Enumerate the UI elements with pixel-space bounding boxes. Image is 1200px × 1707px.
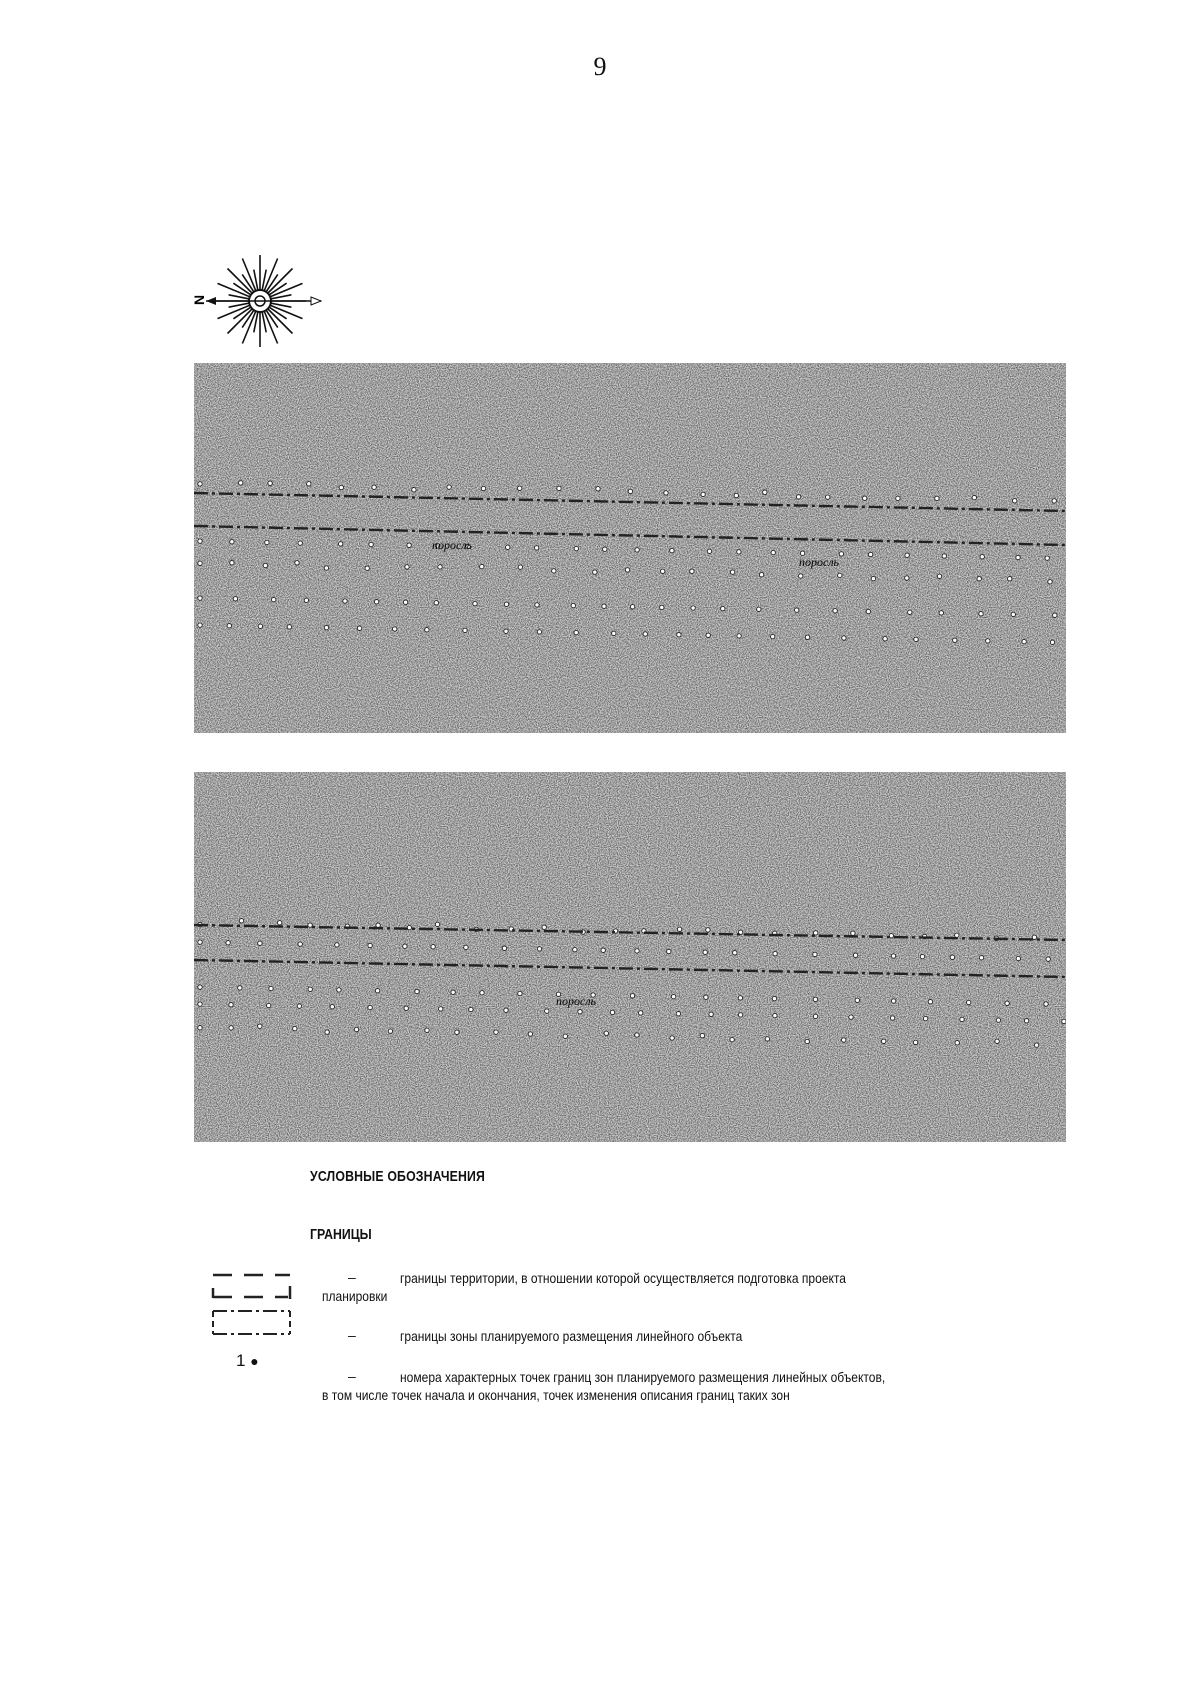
- legend-item-territory-line1: границы территории, в отношении которой осуществляется подготовка проекта: [400, 1270, 847, 1286]
- legend-dash: –: [348, 1269, 356, 1285]
- legend-title: УСЛОВНЫЕ ОБОЗНАЧЕНИЯ: [310, 1168, 486, 1185]
- legend-dash: –: [348, 1368, 356, 1384]
- legend-item-points-line1: номера характерных точек границ зон планируемого размещения линейных объектов,: [400, 1369, 886, 1385]
- point-marker-label: 1: [236, 1351, 246, 1370]
- map-label: поросль: [432, 538, 473, 552]
- legend-dash: –: [348, 1327, 356, 1343]
- legend-item-points-line2: в том числе точек начала и окончания, точек изменения описания границ таких зон: [322, 1387, 790, 1403]
- legend-item-zone-line1: границы зоны планируемого размещения линейного объекта: [400, 1328, 743, 1344]
- point-marker-symbol: [236, 1351, 259, 1371]
- page-number: 9: [593, 52, 607, 81]
- territory-boundary-symbol-icon: [210, 1272, 295, 1307]
- legend-subtitle: ГРАНИЦЫ: [310, 1226, 372, 1243]
- legend-item-territory-line2: планировки: [322, 1288, 388, 1304]
- zone-boundary-symbol-icon: [210, 1308, 295, 1343]
- point-marker-dot-icon: ●: [250, 1353, 259, 1369]
- compass-rose-icon: [186, 248, 336, 358]
- map-panel-top: [194, 363, 1066, 733]
- map-label: поросль: [556, 994, 597, 1008]
- map-panel-bottom: [194, 772, 1066, 1142]
- compass-north-letter: N: [191, 294, 207, 305]
- map-label: поросль: [799, 555, 840, 569]
